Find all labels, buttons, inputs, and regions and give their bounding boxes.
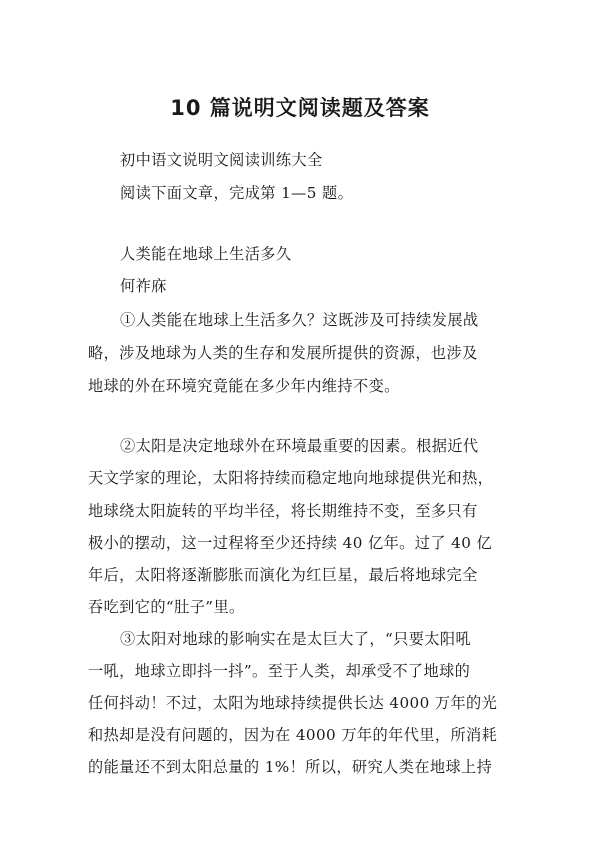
paragraph-3-line-2: 一吼，地球立即抖一抖”。至于人类，却承受不了地球的	[88, 662, 471, 680]
article-title: 人类能在地球上生活多久	[120, 245, 292, 263]
paragraph-2-line-2: 天文学家的理论，太阳将持续而稳定地向地球提供光和热，	[88, 469, 494, 487]
paragraph-3-line-3: 任何抖动！不过，太阳为地球持续提供长达 4000 万年的光	[88, 694, 498, 712]
paragraph-3-line-1: ③太阳对地球的影响实在是太巨大了，“只要太阳吼	[120, 630, 472, 648]
paragraph-2-line-5: 年后，太阳将逐渐膨胀而演化为红巨星，最后将地球完全	[88, 566, 478, 584]
paragraph-2-line-1: ②太阳是决定地球外在环境最重要的因素。根据近代	[120, 437, 479, 455]
paragraph-2-line-3: 地球绕太阳旋转的平均半径，将长期维持不变，至多只有	[88, 502, 478, 520]
paragraph-3-line-5: 的能量还不到太阳总量的 1%！所以，研究人类在地球上持	[88, 758, 493, 776]
article-author: 何祚庥	[120, 277, 167, 295]
subtitle: 初中语文说明文阅读训练大全	[120, 151, 323, 169]
document-title: 10 篇说明文阅读题及答案	[170, 96, 430, 120]
paragraph-2-line-4: 极小的摆动，这一过程将至少还持续 40 亿年。过了 40 亿	[88, 534, 493, 552]
paragraph-1-line-2: 略，涉及地球为人类的生存和发展所提供的资源，也涉及	[88, 344, 478, 362]
paragraph-1-line-3: 地球的外在环境究竟能在多少年内维持不变。	[88, 377, 400, 395]
paragraph-1-line-1: ①人类能在地球上生活多久？这既涉及可持续发展战	[120, 311, 479, 329]
instruction: 阅读下面文章，完成第 1—5 题。	[120, 184, 354, 202]
paragraph-2-line-6: 吞吃到它的“肚子”里。	[88, 598, 245, 616]
paragraph-3-line-4: 和热却是没有问题的，因为在 4000 万年的年代里，所消耗	[88, 726, 498, 744]
